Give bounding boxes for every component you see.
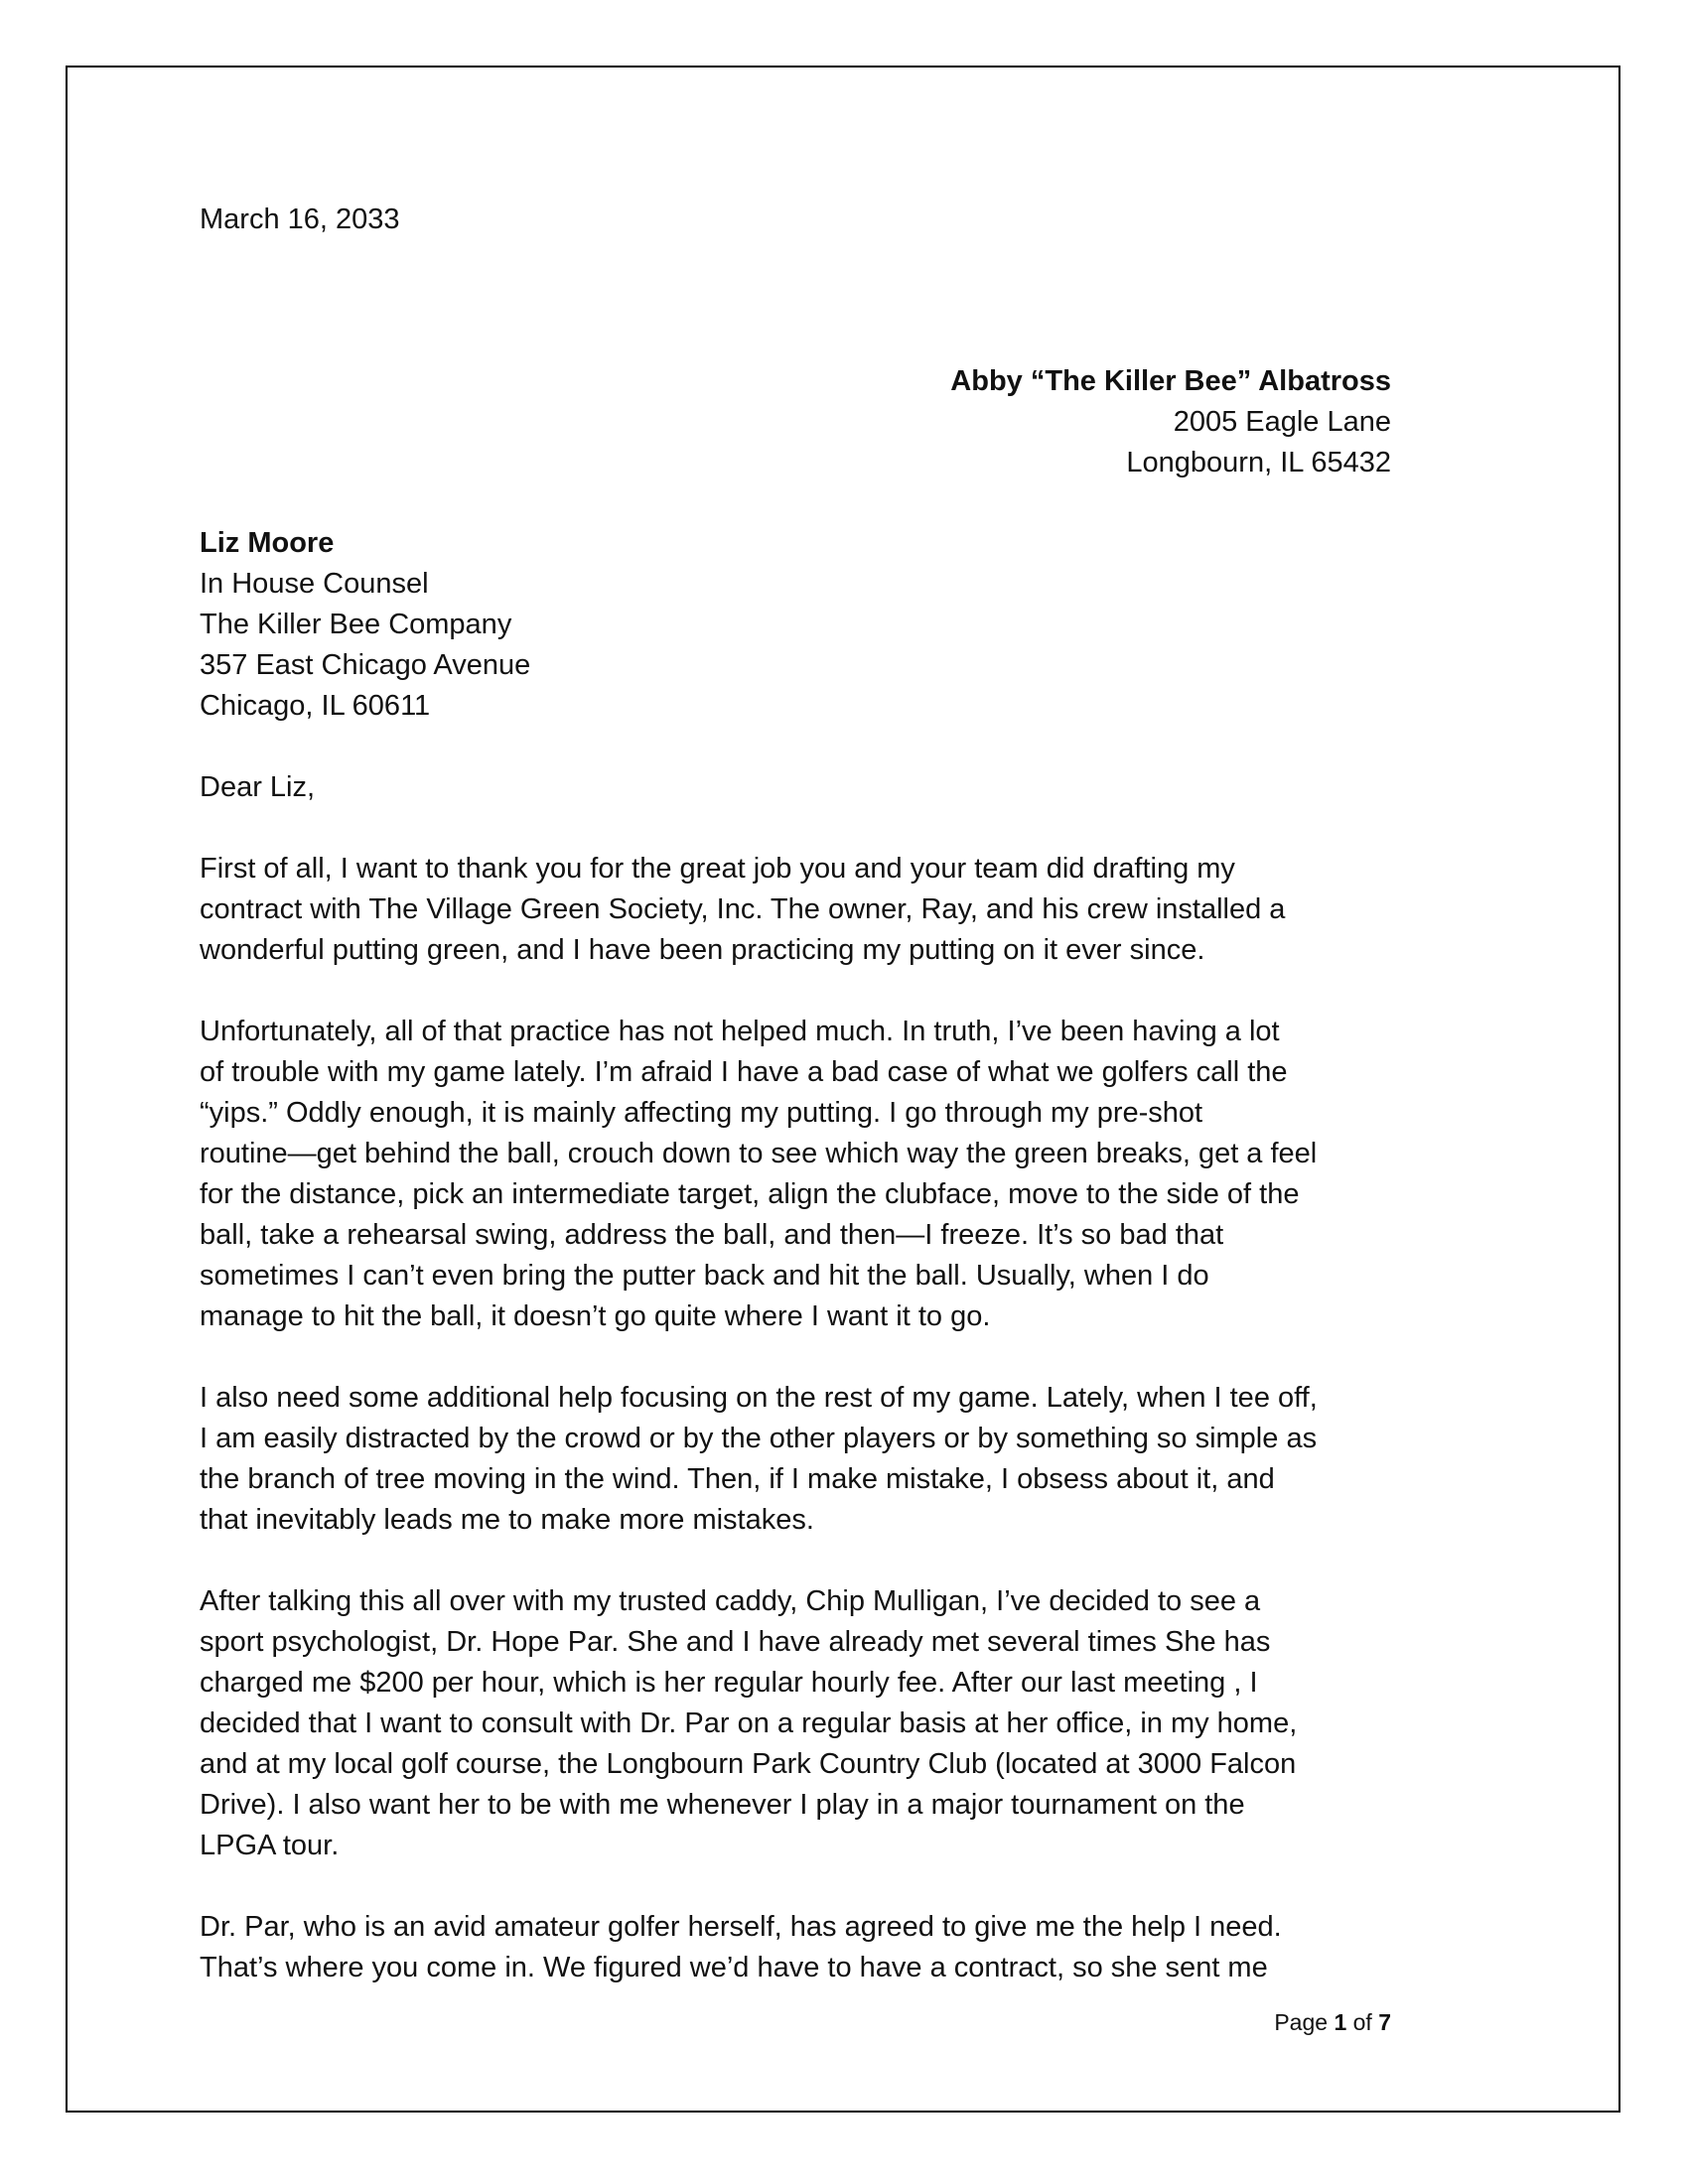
paragraph-line: LPGA tour. — [200, 1830, 340, 1861]
paragraph-line: Unfortunately, all of that practice has not helped much. In truth, I’ve been having a lot — [200, 1016, 1280, 1047]
letter-date: March 16, 2033 — [200, 204, 400, 235]
recipient-name: Liz Moore — [200, 527, 335, 559]
paragraph-line: I am easily distracted by the crowd or by the other players or by something so simple as — [200, 1423, 1318, 1454]
salutation: Dear Liz, — [200, 771, 316, 803]
recipient-address-block — [200, 523, 1391, 727]
paragraph-line: contract with The Village Green Society, Inc. The owner, Ray, and his crew installed a — [200, 893, 1286, 925]
paragraph-line: ball, take a rehearsal swing, address the ball, and then—I freeze. It’s so bad that — [200, 1219, 1224, 1251]
page-of: of — [1352, 2009, 1372, 2035]
paragraph-line: Dr. Par, who is an avid amateur golfer herself, has agreed to give me the help I need. — [200, 1911, 1282, 1943]
paragraph-line: decided that I want to consult with Dr. Par on a regular basis at her office, in my home, — [200, 1707, 1298, 1739]
paragraph-line: wonderful putting green, and I have been practicing my putting on it ever since. — [200, 934, 1205, 966]
paragraph-4 — [200, 1581, 1391, 1866]
paragraph-1 — [200, 849, 1391, 971]
paragraph-line: charged me $200 per hour, which is her regular hourly fee. After our last meeting , I — [200, 1667, 1258, 1699]
paragraph-5 — [200, 1907, 1391, 1988]
paragraph-line: sometimes I can’t even bring the putter back and hit the ball. Usually, when I do — [200, 1260, 1209, 1292]
paragraph-line: of trouble with my game lately. I’m afraid I have a bad case of what we golfers call the — [200, 1056, 1288, 1088]
paragraph-line: that inevitably leads me to make more mistakes. — [200, 1504, 814, 1536]
paragraph-line: for the distance, pick an intermediate target, align the clubface, move to the side of the — [200, 1178, 1300, 1210]
paragraph-line: sport psychologist, Dr. Hope Par. She and I have already met several times She has — [200, 1626, 1271, 1658]
paragraph-3 — [200, 1378, 1391, 1541]
paragraph-line: “yips.” Oddly enough, it is mainly affecting my putting. I go through my pre-shot — [200, 1097, 1203, 1129]
page-total: 7 — [1378, 2009, 1391, 2035]
paragraph-line: Drive). I also want her to be with me whenever I play in a major tournament on the — [200, 1789, 1245, 1821]
recipient-title: In House Counsel — [200, 568, 429, 600]
sender-street: 2005 Eagle Lane — [1173, 406, 1391, 438]
paragraph-line: and at my local golf course, the Longbourn Park Country Club (located at 3000 Falcon — [200, 1748, 1297, 1780]
paragraph-line: First of all, I want to thank you for the great job you and your team did drafting my — [200, 853, 1235, 885]
recipient-city: Chicago, IL 60611 — [200, 690, 431, 722]
paragraph-line: I also need some additional help focusing on the rest of my game. Lately, when I tee off, — [200, 1382, 1318, 1414]
page-number — [1274, 2007, 1391, 2037]
page-current: 1 — [1334, 2009, 1347, 2035]
sender-address-block — [200, 361, 1391, 483]
sender-city: Longbourn, IL 65432 — [1126, 447, 1391, 478]
recipient-company: The Killer Bee Company — [200, 609, 512, 640]
paragraph-line: the branch of tree moving in the wind. Then, if I make mistake, I obsess about it, and — [200, 1463, 1275, 1495]
sender-name: Abby “The Killer Bee” Albatross — [950, 365, 1391, 397]
paragraph-line: manage to hit the ball, it doesn’t go quite where I want it to go. — [200, 1300, 991, 1332]
recipient-street: 357 East Chicago Avenue — [200, 649, 531, 681]
paragraph-line: routine—get behind the ball, crouch down to see which way the green breaks, get a feel — [200, 1138, 1318, 1169]
letter-body — [200, 200, 1391, 1988]
paragraph-line: That’s where you come in. We figured we’d have to have a contract, so she sent me — [200, 1952, 1268, 1983]
paragraph-2 — [200, 1012, 1391, 1337]
paragraph-line: After talking this all over with my trusted caddy, Chip Mulligan, I’ve decided to see a — [200, 1585, 1261, 1617]
page-label: Page — [1274, 2009, 1329, 2035]
